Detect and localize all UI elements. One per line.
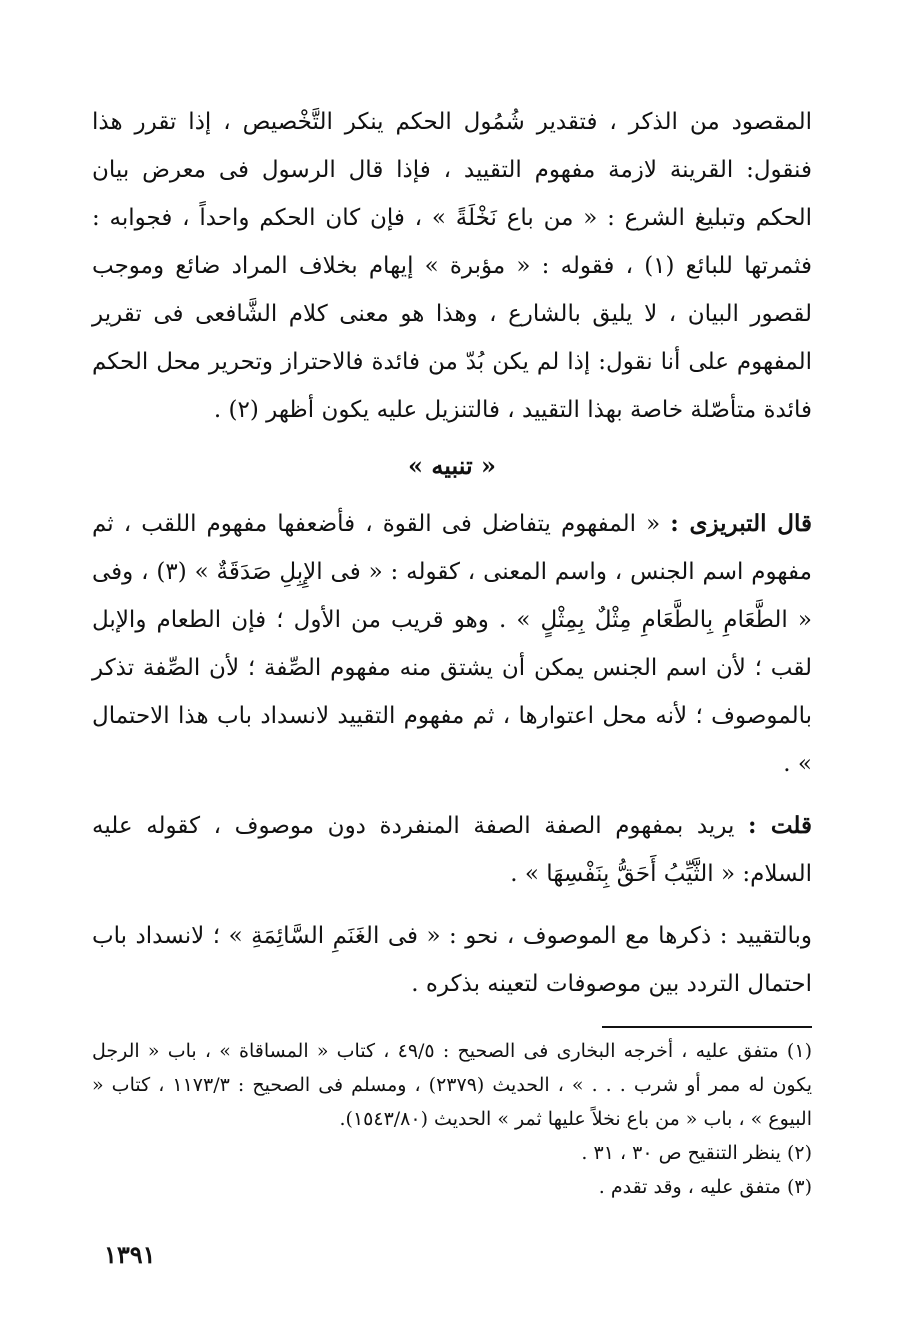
spacer xyxy=(92,788,812,802)
paragraph-1: المقصود من الذكر ، فتقدير شُمُول الحكم ينكر التَّخْصيص ، إذا تقرر هذا فنقول: القرينة لازمة مفهوم التقييد ، فإذا قال الرسول فى معرض بيان الحكم وتبليغ الشرع : « من باع نَخْلَةً » ، فإن كان الحكم واحداً ، فجوابه : فثمرتها للبائع (١) ، فقوله : « مؤبرة » إيهام بخلاف المراد ضائع وموجب لقصور البيان ، لا يليق بالشارع ، وهذا هو معنى كلام الشَّافعى فى تقرير المفهوم على أنا نقول: إذا لم يكن بُدّ من فائدة فالاحتراز وتحرير محل الحكم فائدة متأصّلة خاصة بهذا التقييد ، فالتنزيل عليه يكون أظهر (٢) . xyxy=(92,109,812,423)
footnote-divider xyxy=(602,1026,812,1028)
page-body xyxy=(92,98,812,1204)
spacer xyxy=(92,898,812,912)
paragraph-4: وبالتقييد : ذكرها مع الموصوف ، نحو : « فى الغَنَمِ السَّائِمَةِ » ؛ لانسداد باب احتمال التردد بين موصوفات لتعينه بذكره . xyxy=(92,923,812,997)
paragraph-2-lead: قال التبريزى : xyxy=(670,510,812,537)
paragraph-3-text: يريد بمفهوم الصفة الصفة المنفردة دون موصوف ، كقوله عليه السلام: « الثَّيِّبُ أَحَقُّ بِنَفْسِهَا » . xyxy=(92,813,812,887)
footnote-2: (٢) ينظر التنقيح ص ٣٠ ، ٣١ . xyxy=(581,1142,812,1164)
footnote-3: (٣) متفق عليه ، وقد تقدم . xyxy=(598,1176,812,1198)
paragraph-3 xyxy=(92,802,812,898)
page-number: ١٣٩١ xyxy=(104,1240,156,1269)
paragraph-3-lead: قلت : xyxy=(748,812,813,839)
paragraph-2-text: « المفهوم يتفاضل فى القوة ، فأضعفها مفهوم اللقب ، ثم مفهوم اسم الجنس ، واسم المعنى ، كقوله : « فى الإِبِلِ صَدَقَةٌ » (٣) ، وفى « الطَّعَامِ بِالطَّعَامِ مِثْلٌ بِمِثْلٍ » . وهو قريب من الأول ؛ فإن الطعام والإبل لقب ؛ لأن اسم الجنس يمكن أن يشتق منه مفهوم الصِّفة ؛ لأن الصِّفة تذكر بالموصوف ؛ لأنه محل اعتوارها ، ثم مفهوم التقييد لانسداد باب هذا الاحتمال » . xyxy=(92,511,812,777)
paragraph-2 xyxy=(92,500,812,788)
footnote-1: (١) متفق عليه ، أخرجه البخارى فى الصحيح : ٤٩/٥ ، كتاب « المساقاة » ، باب « الرجل يكون له ممر أو شرب . . . » ، الحديث (٢٣٧٩) ، ومسلم فى الصحيح : ١١٧٣/٣ ، كتاب « البيوع » ، باب « من باع نخلاً عليها ثمر » الحديث (١٥٤٣/٨٠). xyxy=(92,1040,812,1130)
section-heading: « تنبيه » xyxy=(408,451,496,480)
